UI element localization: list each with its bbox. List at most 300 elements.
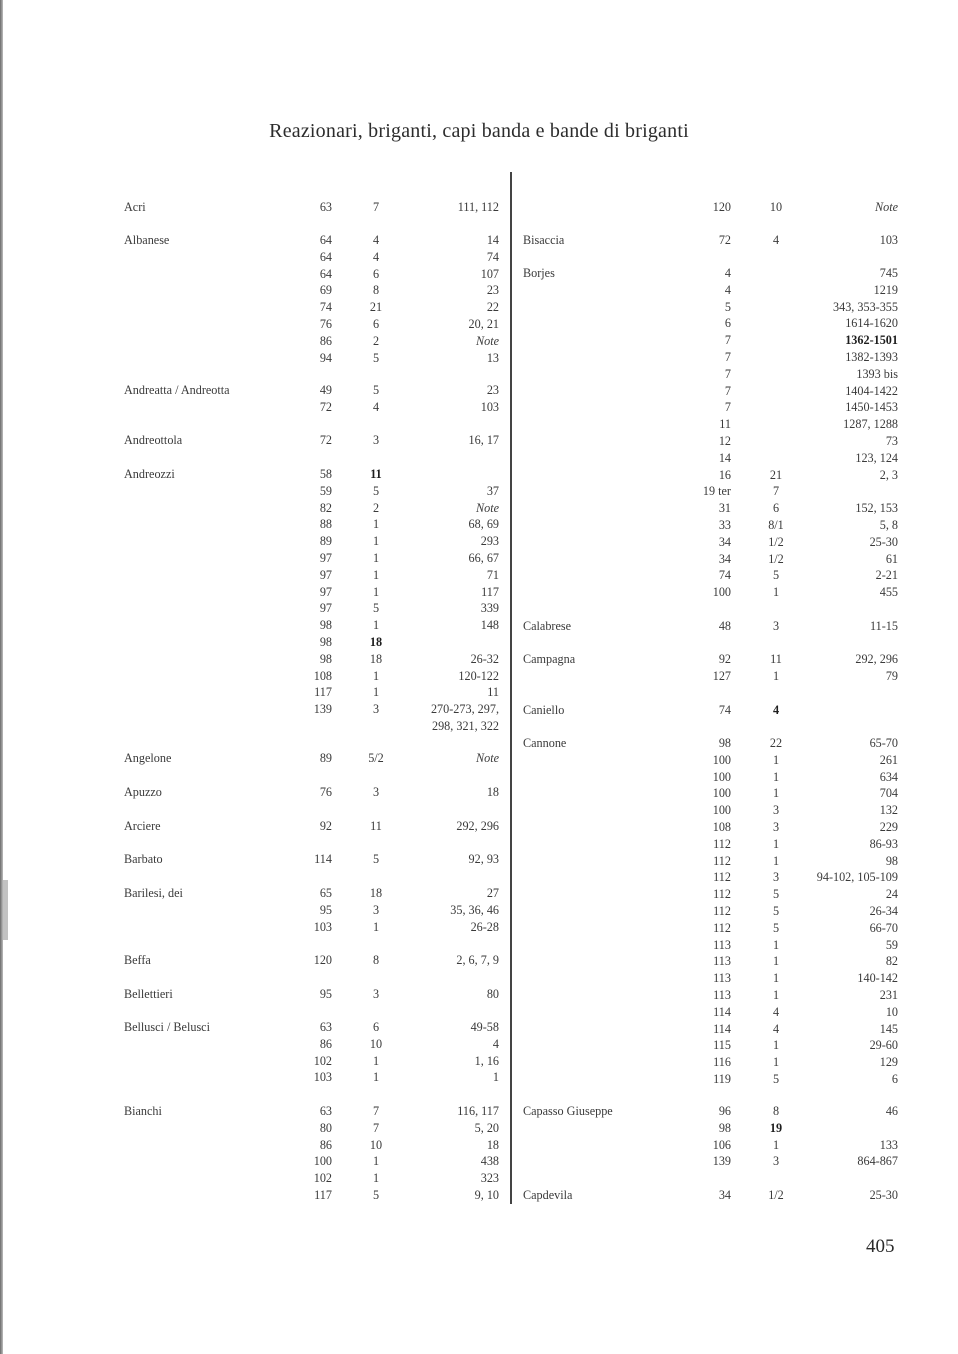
folder-number: 3 <box>372 785 380 799</box>
folder-number: 3 <box>772 619 780 633</box>
folder-number: 5 <box>372 383 380 397</box>
volume-number: 34 <box>718 534 731 549</box>
folder-number: 1 <box>372 919 380 934</box>
volume-number: 4 <box>724 282 731 297</box>
volume-number: 74 <box>718 703 731 717</box>
volume-number: 7 <box>724 366 731 381</box>
folder-number: 7 <box>372 1120 380 1135</box>
page-reference: 18 <box>486 785 499 799</box>
page-reference: 117 <box>481 584 499 599</box>
volume-number: 112 <box>713 836 731 851</box>
folder-number: 7 <box>772 484 780 499</box>
volume-number: 97 <box>319 567 332 582</box>
folder-number: 1/2 <box>768 1188 784 1202</box>
page-reference: 1219 <box>873 282 898 297</box>
page-reference: 343, 353-355 <box>833 299 898 314</box>
volume-number: 94 <box>319 350 332 365</box>
page-reference: 80 <box>486 987 499 1001</box>
page-reference: 2-21 <box>875 568 898 583</box>
volume-number: 74 <box>718 568 731 583</box>
page-title: Reazionari, briganti, capi banda e bande di briganti <box>269 120 689 142</box>
page-reference: 46 <box>885 1104 898 1118</box>
folder-number: 1 <box>772 853 780 868</box>
page-reference: 29-60 <box>869 1038 898 1053</box>
page-reference: 23 <box>486 283 499 298</box>
page-reference: 1, 16 <box>474 1053 499 1068</box>
folder-number: 21 <box>369 300 383 315</box>
volume-number: 72 <box>319 399 332 414</box>
page-reference: 133 <box>879 1137 898 1152</box>
folder-number: 4 <box>372 249 380 264</box>
folder-number: 18 <box>369 886 383 900</box>
volume-number: 88 <box>319 517 332 532</box>
page-reference: 293 <box>480 534 499 549</box>
volume-number: 63 <box>319 200 332 214</box>
page-reference: 98 <box>885 853 898 868</box>
page-reference: 65-70 <box>869 736 898 750</box>
volume-number: 48 <box>718 619 731 633</box>
page-reference: 73 <box>885 434 898 448</box>
entry-name: Barilesi, dei <box>124 886 183 900</box>
entry-name: Albanese <box>124 233 170 247</box>
volume-number: 112 <box>713 870 731 885</box>
folder-number: 3 <box>372 902 380 917</box>
page-reference: 634 <box>879 769 898 784</box>
page-reference: 26-28 <box>470 919 499 934</box>
page-reference: 20, 21 <box>468 317 499 331</box>
page-reference: 6 <box>891 1072 898 1086</box>
folder-number: 4 <box>372 233 380 247</box>
page-reference: 66, 67 <box>468 551 499 565</box>
page-reference: 103 <box>879 233 898 247</box>
page-reference: 59 <box>885 937 898 952</box>
entry-name: Bisaccia <box>523 233 565 247</box>
volume-number: 100 <box>712 786 731 801</box>
folder-number: 1 <box>372 517 380 532</box>
volume-number: 117 <box>314 1188 332 1202</box>
volume-number: 76 <box>319 785 332 799</box>
page-reference: Note <box>475 333 499 348</box>
volume-number: 4 <box>724 266 731 280</box>
folder-number: 6 <box>372 1020 380 1034</box>
volume-number: 72 <box>718 233 731 247</box>
volume-number: 102 <box>313 1053 332 1068</box>
page-reference: 129 <box>879 1055 898 1070</box>
page-reference: 704 <box>879 786 898 801</box>
folder-number: 1 <box>772 1137 780 1152</box>
volume-number: 139 <box>313 702 332 717</box>
folder-number: 2 <box>372 333 380 348</box>
entry-name: Andreatta / Andreotta <box>124 383 230 397</box>
folder-number: 18 <box>369 635 383 649</box>
page-reference: 132 <box>879 803 898 818</box>
folder-number: 3 <box>372 433 380 447</box>
page-reference: 103 <box>480 399 499 414</box>
volume-number: 64 <box>319 233 332 247</box>
entry-name: Angelone <box>124 751 172 765</box>
folder-number: 1 <box>772 954 780 969</box>
folder-number: 3 <box>772 1154 780 1169</box>
entry-name: Capdevila <box>523 1188 573 1202</box>
volume-number: 7 <box>724 400 731 415</box>
volume-number: 49 <box>319 383 332 397</box>
entry-name: Andreozzi <box>124 467 175 481</box>
folder-number: 1 <box>772 1038 780 1053</box>
volume-number: 64 <box>319 249 332 264</box>
folder-number: 7 <box>372 1104 380 1118</box>
entry-name: Arciere <box>124 819 161 833</box>
page-reference: 1614-1620 <box>845 316 898 331</box>
folder-number: 1 <box>372 567 380 582</box>
folder-number: 10 <box>369 1137 383 1152</box>
page-reference: 4 <box>492 1036 499 1051</box>
folder-number: 7 <box>372 200 380 214</box>
volume-number: 127 <box>712 668 731 683</box>
volume-number: 82 <box>319 500 332 515</box>
volume-number: 11 <box>719 417 731 432</box>
folder-number: 21 <box>769 467 783 482</box>
page-reference: 116, 117 <box>457 1104 499 1118</box>
page-reference: 92, 93 <box>468 852 499 866</box>
volume-number: 102 <box>313 1171 332 1186</box>
folder-number: 11 <box>370 819 382 833</box>
volume-number: 114 <box>713 1021 731 1036</box>
page-reference: 16, 17 <box>468 433 499 447</box>
folder-number: 1 <box>772 988 780 1002</box>
volume-number: 95 <box>319 987 332 1001</box>
volume-number: 33 <box>718 518 731 532</box>
page-reference: 5, 20 <box>474 1120 499 1135</box>
volume-number: 112 <box>713 887 731 902</box>
volume-number: 100 <box>712 803 731 818</box>
page-reference: 24 <box>885 887 898 902</box>
page-edge-shadow <box>0 0 3 1354</box>
folder-number: 1 <box>772 937 780 952</box>
folder-number: 3 <box>772 870 780 885</box>
volume-number: 97 <box>319 584 332 599</box>
page-reference: 86-93 <box>869 836 898 851</box>
entry-name: Bellettieri <box>124 987 173 1001</box>
page-reference: 261 <box>879 752 898 767</box>
page-reference: 120-122 <box>458 668 499 683</box>
page-reference: 94-102, 105-109 <box>816 870 898 885</box>
page-reference: 14 <box>486 233 499 247</box>
volume-number: 113 <box>713 988 731 1002</box>
folder-number: 3 <box>772 820 780 834</box>
page-reference: 23 <box>486 383 499 397</box>
folder-number: 1 <box>372 1053 380 1068</box>
page-reference: 339 <box>480 601 499 616</box>
volume-number: 120 <box>712 200 731 214</box>
page-reference: 26-32 <box>470 651 499 666</box>
page-reference: 148 <box>480 618 499 633</box>
page-reference: Note <box>475 751 499 765</box>
page-reference: Note <box>874 200 898 214</box>
volume-number: 98 <box>319 618 332 633</box>
page-number: 405 <box>866 1236 895 1257</box>
volume-number: 5 <box>724 299 731 314</box>
page-reference: 49-58 <box>470 1020 499 1034</box>
page-reference: 25-30 <box>869 534 898 549</box>
folder-number: 5 <box>372 1188 380 1202</box>
volume-number: 108 <box>313 668 332 683</box>
page-reference: 1 <box>492 1070 499 1085</box>
page-reference: 864-867 <box>857 1154 898 1169</box>
folder-number: 1 <box>372 551 380 565</box>
volume-number: 59 <box>319 483 332 498</box>
volume-number: 112 <box>713 904 731 918</box>
page-reference: 152, 153 <box>855 501 898 516</box>
folder-number: 1/2 <box>768 551 784 566</box>
volume-number: 120 <box>313 953 332 967</box>
page-reference: 745 <box>879 266 898 280</box>
page-reference: 298, 321, 322 <box>431 719 499 733</box>
column-divider <box>510 172 512 1204</box>
page-reference: 229 <box>879 820 898 834</box>
folder-number: 19 <box>769 1120 783 1135</box>
page-reference: 292, 296 <box>456 819 499 833</box>
entry-name: Acri <box>124 200 146 214</box>
folder-number: 1 <box>372 1154 380 1169</box>
folder-number: 5 <box>372 350 380 365</box>
volume-number: 97 <box>319 551 332 565</box>
entry-name: Caniello <box>523 703 565 717</box>
folder-number: 4 <box>372 399 380 414</box>
folder-number: 10 <box>769 200 783 214</box>
folder-number: 1 <box>772 1055 780 1070</box>
volume-number: 7 <box>724 383 731 398</box>
folder-number: 8 <box>772 1104 780 1118</box>
folder-number: 1 <box>372 685 380 700</box>
volume-number: 31 <box>718 501 731 516</box>
page-reference: 82 <box>885 954 898 969</box>
page-reference: 1393 bis <box>856 366 898 381</box>
entry-name: Campagna <box>523 652 576 666</box>
volume-number: 58 <box>319 467 332 481</box>
page-reference: 270-273, 297, <box>430 702 499 717</box>
folder-number: 4 <box>772 233 780 247</box>
folder-number: 1 <box>772 971 780 986</box>
page-reference: 79 <box>885 668 898 683</box>
volume-number: 100 <box>712 752 731 767</box>
volume-number: 108 <box>712 820 731 834</box>
entry-name: Bianchi <box>124 1104 162 1118</box>
volume-number: 64 <box>319 266 332 281</box>
folder-number: 6 <box>772 501 780 516</box>
volume-number: 98 <box>319 651 332 666</box>
folder-number: 10 <box>369 1036 383 1051</box>
page-reference: 9, 10 <box>474 1188 499 1202</box>
page-reference: 18 <box>486 1137 499 1152</box>
page-reference: 111, 112 <box>457 200 499 214</box>
folder-number: 1 <box>372 1070 380 1085</box>
folder-number: 5 <box>372 483 380 498</box>
volume-number: 86 <box>319 333 332 348</box>
volume-number: 92 <box>718 652 731 666</box>
folder-number: 6 <box>372 317 380 331</box>
volume-number: 14 <box>718 450 731 465</box>
folder-number: 2 <box>372 500 380 515</box>
folder-number: 18 <box>369 651 383 666</box>
folder-number: 5 <box>372 601 380 616</box>
folder-number: 3 <box>772 803 780 818</box>
volume-number: 74 <box>319 300 332 315</box>
folder-number: 5 <box>772 887 780 902</box>
volume-number: 34 <box>718 1188 731 1202</box>
page-reference: 25-30 <box>869 1188 898 1202</box>
page-reference: 145 <box>879 1021 898 1036</box>
volume-number: 112 <box>713 920 731 935</box>
page-reference: 438 <box>480 1154 499 1169</box>
folder-number: 22 <box>769 736 783 750</box>
entry-name: Andreottola <box>124 433 183 447</box>
folder-number: 5 <box>772 1072 780 1086</box>
volume-number: 103 <box>313 919 332 934</box>
entry-name: Borjes <box>523 266 555 280</box>
entry-name: Barbato <box>124 852 163 866</box>
scan-mark <box>3 880 8 940</box>
page-reference: 74 <box>486 249 499 264</box>
page-reference: 11-15 <box>870 619 898 633</box>
page-reference: 68, 69 <box>468 517 499 532</box>
page-reference: 2, 6, 7, 9 <box>456 953 499 967</box>
volume-number: 100 <box>712 769 731 784</box>
folder-number: 1 <box>772 585 780 600</box>
volume-number: 69 <box>319 283 332 298</box>
folder-number: 4 <box>772 1021 780 1036</box>
volume-number: 113 <box>713 937 731 952</box>
folder-number: 1/2 <box>768 534 784 549</box>
entry-name: Cannone <box>523 736 567 750</box>
page-reference: 1450-1453 <box>845 400 898 415</box>
volume-number: 65 <box>319 886 332 900</box>
page-reference: 140-142 <box>857 971 898 986</box>
page-reference: 71 <box>486 567 499 582</box>
folder-number: 1 <box>772 769 780 784</box>
volume-number: 6 <box>724 316 731 331</box>
page-reference: 13 <box>486 350 499 365</box>
volume-number: 63 <box>319 1020 332 1034</box>
page-reference: 1287, 1288 <box>843 417 898 432</box>
volume-number: 95 <box>319 902 332 917</box>
entry-name: Beffa <box>124 953 151 967</box>
folder-number: 1 <box>772 752 780 767</box>
volume-number: 76 <box>319 317 332 331</box>
folder-number: 3 <box>372 702 380 717</box>
volume-number: 100 <box>313 1154 332 1169</box>
page-reference: 2, 3 <box>879 467 898 482</box>
volume-number: 112 <box>713 853 731 868</box>
folder-number: 4 <box>772 1004 780 1019</box>
volume-number: 113 <box>713 954 731 969</box>
page-reference: 323 <box>480 1171 499 1186</box>
volume-number: 117 <box>314 685 332 700</box>
volume-number: 98 <box>718 736 731 750</box>
volume-number: 97 <box>319 601 332 616</box>
volume-number: 16 <box>718 467 731 482</box>
entry-name: Apuzzo <box>124 785 162 799</box>
folder-number: 6 <box>372 266 380 281</box>
volume-number: 72 <box>319 433 332 447</box>
volume-number: 113 <box>713 971 731 986</box>
volume-number: 12 <box>718 434 731 448</box>
folder-number: 11 <box>770 652 782 666</box>
volume-number: 116 <box>713 1055 731 1070</box>
folder-number: 5 <box>772 920 780 935</box>
page-reference: 35, 36, 46 <box>450 902 499 917</box>
entry-name: Capasso Giuseppe <box>523 1104 613 1118</box>
folder-number: 8 <box>372 953 380 967</box>
folder-number: 1 <box>372 1171 380 1186</box>
volume-number: 100 <box>712 585 731 600</box>
page-reference: 1382-1393 <box>845 350 898 364</box>
folder-number: 1 <box>772 786 780 801</box>
volume-number: 89 <box>319 751 332 765</box>
folder-number: 8 <box>372 283 380 298</box>
folder-number: 1 <box>372 668 380 683</box>
folder-number: 5/2 <box>368 751 384 765</box>
volume-number: 106 <box>712 1137 731 1152</box>
folder-number: 3 <box>372 987 380 1001</box>
folder-number: 8/1 <box>768 518 784 532</box>
page-reference: 123, 124 <box>855 450 898 465</box>
volume-number: 89 <box>319 534 332 549</box>
volume-number: 103 <box>313 1070 332 1085</box>
folder-number: 5 <box>772 568 780 583</box>
page-reference: 5, 8 <box>879 518 898 532</box>
page-reference: Note <box>475 500 499 515</box>
folder-number: 1 <box>372 584 380 599</box>
volume-number: 139 <box>712 1154 731 1169</box>
folder-number: 4 <box>772 703 780 717</box>
page-reference: 455 <box>879 585 898 600</box>
volume-number: 80 <box>319 1120 332 1135</box>
volume-number: 114 <box>314 852 332 866</box>
volume-number: 119 <box>713 1072 731 1086</box>
volume-number: 98 <box>319 635 332 649</box>
volume-number: 86 <box>319 1137 332 1152</box>
entry-name: Bellusci / Belusci <box>124 1020 210 1034</box>
volume-number: 86 <box>319 1036 332 1051</box>
page-reference: 1404-1422 <box>845 383 898 398</box>
folder-number: 1 <box>772 668 780 683</box>
volume-number: 96 <box>718 1104 731 1118</box>
volume-number: 34 <box>718 551 731 566</box>
folder-number: 1 <box>372 534 380 549</box>
volume-number: 114 <box>713 1004 731 1019</box>
page-reference: 107 <box>480 266 499 281</box>
page-reference: 22 <box>486 300 499 315</box>
volume-number: 115 <box>713 1038 731 1053</box>
volume-number: 7 <box>724 350 731 364</box>
page-reference: 27 <box>486 886 499 900</box>
volume-number: 63 <box>319 1104 332 1118</box>
page-reference: 11 <box>487 685 499 700</box>
folder-number: 5 <box>372 852 380 866</box>
page-reference: 26-34 <box>869 904 898 918</box>
folder-number: 11 <box>370 467 382 481</box>
page-reference: 1362-1501 <box>845 333 898 348</box>
volume-number: 98 <box>718 1120 731 1135</box>
entry-name: Calabrese <box>523 619 572 633</box>
folder-number: 1 <box>772 836 780 851</box>
folder-number: 5 <box>772 904 780 918</box>
volume-number: 19 ter <box>702 484 731 499</box>
page-reference: 61 <box>885 551 898 566</box>
page-reference: 10 <box>885 1004 898 1019</box>
page-reference: 66-70 <box>869 920 898 935</box>
page-reference: 231 <box>879 988 898 1002</box>
